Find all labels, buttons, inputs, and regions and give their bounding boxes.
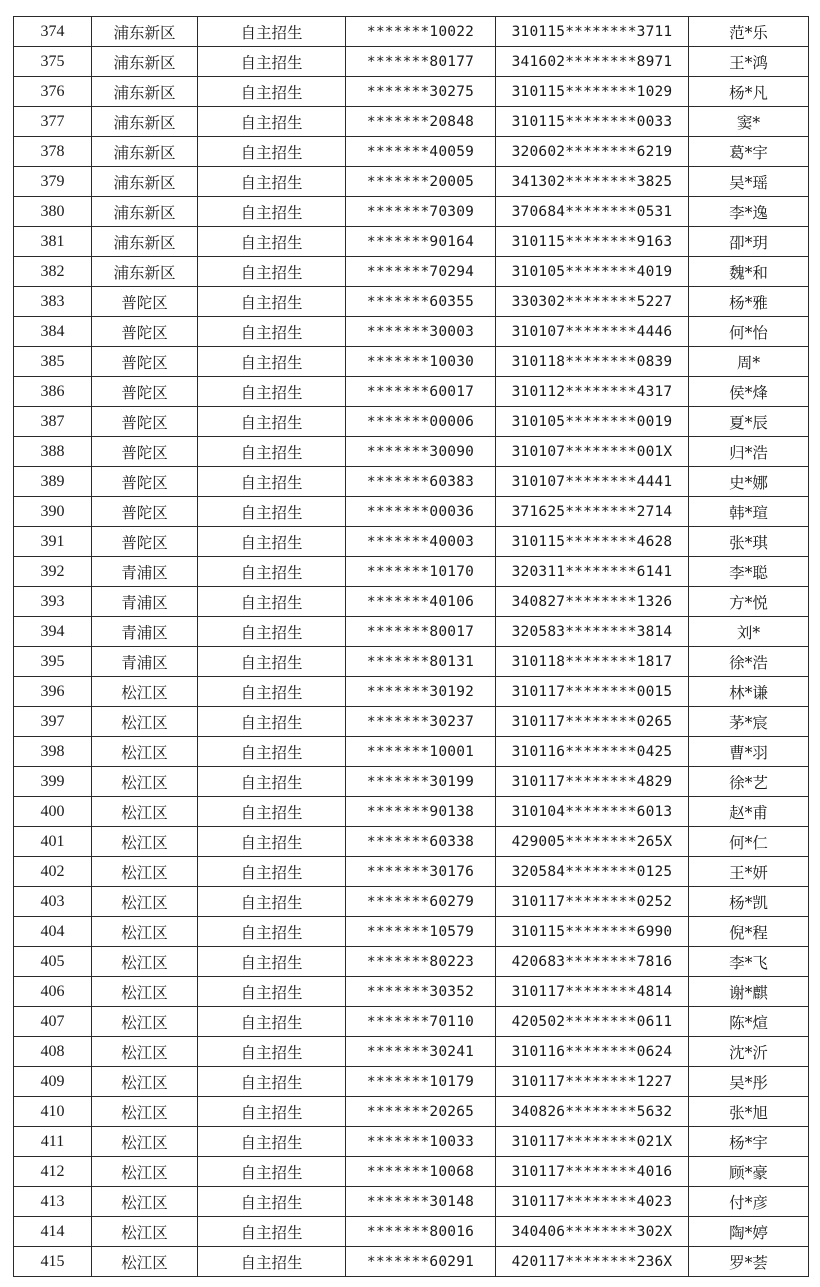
admission-type-cell: 自主招生	[198, 287, 346, 317]
table-row	[14, 707, 809, 737]
admission-type-cell: 自主招生	[198, 677, 346, 707]
district-cell: 浦东新区	[92, 257, 198, 287]
student-name-cell: 李*聪	[689, 557, 809, 587]
district-cell: 浦东新区	[92, 197, 198, 227]
admission-type-cell: 自主招生	[198, 227, 346, 257]
table-row	[14, 767, 809, 797]
exam-number-cell: *******00006	[346, 407, 496, 437]
id-number-cell: 340826********5632	[496, 1097, 689, 1127]
serial-number-cell: 403	[14, 887, 92, 917]
serial-number-cell: 401	[14, 827, 92, 857]
table-row	[14, 617, 809, 647]
serial-number-cell: 391	[14, 527, 92, 557]
admission-type-cell: 自主招生	[198, 407, 346, 437]
student-name-cell: 卲*玥	[689, 227, 809, 257]
admission-type-cell: 自主招生	[198, 347, 346, 377]
district-cell: 普陀区	[92, 407, 198, 437]
serial-number-cell: 409	[14, 1067, 92, 1097]
table-row	[14, 257, 809, 287]
admission-type-cell: 自主招生	[198, 977, 346, 1007]
student-name-cell: 归*浩	[689, 437, 809, 467]
table-row	[14, 797, 809, 827]
exam-number-cell: *******30275	[346, 77, 496, 107]
district-cell: 松江区	[92, 767, 198, 797]
admission-type-cell: 自主招生	[198, 197, 346, 227]
table-row	[14, 1247, 809, 1277]
id-number-cell: 310112********4317	[496, 377, 689, 407]
id-number-cell: 330302********5227	[496, 287, 689, 317]
serial-number-cell: 394	[14, 617, 92, 647]
student-name-cell: 吴*瑶	[689, 167, 809, 197]
district-cell: 松江区	[92, 677, 198, 707]
id-number-cell: 320584********0125	[496, 857, 689, 887]
table-row	[14, 737, 809, 767]
student-name-cell: 杨*凡	[689, 77, 809, 107]
serial-number-cell: 379	[14, 167, 92, 197]
student-name-cell: 谢*麒	[689, 977, 809, 1007]
id-number-cell: 310107********001X	[496, 437, 689, 467]
id-number-cell: 320583********3814	[496, 617, 689, 647]
admission-type-cell: 自主招生	[198, 437, 346, 467]
student-name-cell: 徐*浩	[689, 647, 809, 677]
id-number-cell: 429005********265X	[496, 827, 689, 857]
student-name-cell: 陈*煊	[689, 1007, 809, 1037]
student-name-cell: 夏*辰	[689, 407, 809, 437]
serial-number-cell: 412	[14, 1157, 92, 1187]
district-cell: 浦东新区	[92, 227, 198, 257]
table-row	[14, 1127, 809, 1157]
district-cell: 普陀区	[92, 347, 198, 377]
exam-number-cell: *******70110	[346, 1007, 496, 1037]
student-name-cell: 张*琪	[689, 527, 809, 557]
exam-number-cell: *******20265	[346, 1097, 496, 1127]
student-name-cell: 付*彦	[689, 1187, 809, 1217]
serial-number-cell: 390	[14, 497, 92, 527]
district-cell: 普陀区	[92, 467, 198, 497]
district-cell: 松江区	[92, 737, 198, 767]
student-name-cell: 赵*甫	[689, 797, 809, 827]
id-number-cell: 310117********4814	[496, 977, 689, 1007]
student-name-cell: 王*鸿	[689, 47, 809, 77]
table-row	[14, 437, 809, 467]
serial-number-cell: 375	[14, 47, 92, 77]
id-number-cell: 310107********4441	[496, 467, 689, 497]
table-row	[14, 467, 809, 497]
student-name-cell: 杨*凯	[689, 887, 809, 917]
id-number-cell: 310118********1817	[496, 647, 689, 677]
id-number-cell: 310116********0425	[496, 737, 689, 767]
student-name-cell: 顾*豪	[689, 1157, 809, 1187]
serial-number-cell: 374	[14, 17, 92, 47]
admission-list-table	[13, 16, 809, 1277]
exam-number-cell: *******20005	[346, 167, 496, 197]
serial-number-cell: 380	[14, 197, 92, 227]
table-row	[14, 107, 809, 137]
id-number-cell: 310117********0265	[496, 707, 689, 737]
exam-number-cell: *******20848	[346, 107, 496, 137]
table-row	[14, 1097, 809, 1127]
serial-number-cell: 414	[14, 1217, 92, 1247]
exam-number-cell: *******40059	[346, 137, 496, 167]
exam-number-cell: *******30237	[346, 707, 496, 737]
serial-number-cell: 415	[14, 1247, 92, 1277]
student-name-cell: 范*乐	[689, 17, 809, 47]
student-name-cell: 何*仁	[689, 827, 809, 857]
student-name-cell: 方*悦	[689, 587, 809, 617]
table-row	[14, 527, 809, 557]
id-number-cell: 371625********2714	[496, 497, 689, 527]
district-cell: 松江区	[92, 707, 198, 737]
district-cell: 普陀区	[92, 497, 198, 527]
student-name-cell: 韩*瑄	[689, 497, 809, 527]
exam-number-cell: *******10179	[346, 1067, 496, 1097]
serial-number-cell: 384	[14, 317, 92, 347]
student-name-cell: 陶*婷	[689, 1217, 809, 1247]
serial-number-cell: 408	[14, 1037, 92, 1067]
admission-type-cell: 自主招生	[198, 587, 346, 617]
student-name-cell: 葛*宇	[689, 137, 809, 167]
student-name-cell: 王*妍	[689, 857, 809, 887]
admission-type-cell: 自主招生	[198, 1097, 346, 1127]
exam-number-cell: *******30003	[346, 317, 496, 347]
district-cell: 普陀区	[92, 317, 198, 347]
table-row	[14, 227, 809, 257]
admission-type-cell: 自主招生	[198, 107, 346, 137]
district-cell: 松江区	[92, 917, 198, 947]
district-cell: 松江区	[92, 977, 198, 1007]
exam-number-cell: *******60338	[346, 827, 496, 857]
student-name-cell: 林*谦	[689, 677, 809, 707]
admission-type-cell: 自主招生	[198, 137, 346, 167]
table-row	[14, 857, 809, 887]
exam-number-cell: *******30192	[346, 677, 496, 707]
table-row	[14, 317, 809, 347]
table-row	[14, 377, 809, 407]
serial-number-cell: 411	[14, 1127, 92, 1157]
admission-type-cell: 自主招生	[198, 527, 346, 557]
student-name-cell: 李*逸	[689, 197, 809, 227]
student-name-cell: 杨*雅	[689, 287, 809, 317]
student-name-cell: 徐*艺	[689, 767, 809, 797]
serial-number-cell: 402	[14, 857, 92, 887]
serial-number-cell: 396	[14, 677, 92, 707]
table-row	[14, 887, 809, 917]
serial-number-cell: 407	[14, 1007, 92, 1037]
id-number-cell: 310115********6990	[496, 917, 689, 947]
district-cell: 浦东新区	[92, 137, 198, 167]
district-cell: 浦东新区	[92, 47, 198, 77]
district-cell: 青浦区	[92, 587, 198, 617]
id-number-cell: 420502********0611	[496, 1007, 689, 1037]
district-cell: 松江区	[92, 1037, 198, 1067]
id-number-cell: 310117********4016	[496, 1157, 689, 1187]
id-number-cell: 310105********4019	[496, 257, 689, 287]
id-number-cell: 310115********0033	[496, 107, 689, 137]
admission-type-cell: 自主招生	[198, 497, 346, 527]
table-row	[14, 557, 809, 587]
district-cell: 松江区	[92, 1007, 198, 1037]
id-number-cell: 310117********0015	[496, 677, 689, 707]
exam-number-cell: *******10170	[346, 557, 496, 587]
district-cell: 松江区	[92, 1127, 198, 1157]
table-row	[14, 167, 809, 197]
exam-number-cell: *******70294	[346, 257, 496, 287]
id-number-cell: 310115********9163	[496, 227, 689, 257]
exam-number-cell: *******30199	[346, 767, 496, 797]
admission-type-cell: 自主招生	[198, 647, 346, 677]
district-cell: 松江区	[92, 1157, 198, 1187]
id-number-cell: 310117********4829	[496, 767, 689, 797]
id-number-cell: 420117********236X	[496, 1247, 689, 1277]
admission-type-cell: 自主招生	[198, 77, 346, 107]
admission-type-cell: 自主招生	[198, 1127, 346, 1157]
table-row	[14, 17, 809, 47]
serial-number-cell: 377	[14, 107, 92, 137]
exam-number-cell: *******30241	[346, 1037, 496, 1067]
district-cell: 浦东新区	[92, 77, 198, 107]
exam-number-cell: *******70309	[346, 197, 496, 227]
id-number-cell: 310116********0624	[496, 1037, 689, 1067]
serial-number-cell: 397	[14, 707, 92, 737]
admission-list-table-container	[13, 16, 808, 1277]
exam-number-cell: *******10001	[346, 737, 496, 767]
district-cell: 普陀区	[92, 287, 198, 317]
id-number-cell: 310115********1029	[496, 77, 689, 107]
table-row	[14, 197, 809, 227]
serial-number-cell: 395	[14, 647, 92, 677]
admission-type-cell: 自主招生	[198, 887, 346, 917]
serial-number-cell: 393	[14, 587, 92, 617]
table-row	[14, 1157, 809, 1187]
serial-number-cell: 378	[14, 137, 92, 167]
student-name-cell: 刘*	[689, 617, 809, 647]
serial-number-cell: 392	[14, 557, 92, 587]
student-name-cell: 杨*宇	[689, 1127, 809, 1157]
admission-type-cell: 自主招生	[198, 857, 346, 887]
student-name-cell: 曹*羽	[689, 737, 809, 767]
id-number-cell: 420683********7816	[496, 947, 689, 977]
admission-type-cell: 自主招生	[198, 17, 346, 47]
admission-type-cell: 自主招生	[198, 707, 346, 737]
id-number-cell: 320602********6219	[496, 137, 689, 167]
serial-number-cell: 398	[14, 737, 92, 767]
student-name-cell: 吴*彤	[689, 1067, 809, 1097]
serial-number-cell: 399	[14, 767, 92, 797]
district-cell: 松江区	[92, 947, 198, 977]
id-number-cell: 340406********302X	[496, 1217, 689, 1247]
district-cell: 松江区	[92, 827, 198, 857]
exam-number-cell: *******30176	[346, 857, 496, 887]
district-cell: 普陀区	[92, 527, 198, 557]
exam-number-cell: *******60017	[346, 377, 496, 407]
id-number-cell: 340827********1326	[496, 587, 689, 617]
exam-number-cell: *******60291	[346, 1247, 496, 1277]
serial-number-cell: 388	[14, 437, 92, 467]
student-name-cell: 倪*程	[689, 917, 809, 947]
admission-type-cell: 自主招生	[198, 1157, 346, 1187]
table-row	[14, 647, 809, 677]
table-row	[14, 407, 809, 437]
serial-number-cell: 405	[14, 947, 92, 977]
admission-type-cell: 自主招生	[198, 1187, 346, 1217]
serial-number-cell: 389	[14, 467, 92, 497]
id-number-cell: 310104********6013	[496, 797, 689, 827]
district-cell: 浦东新区	[92, 107, 198, 137]
serial-number-cell: 406	[14, 977, 92, 1007]
student-name-cell: 何*怡	[689, 317, 809, 347]
student-name-cell: 李*飞	[689, 947, 809, 977]
district-cell: 青浦区	[92, 647, 198, 677]
exam-number-cell: *******60383	[346, 467, 496, 497]
district-cell: 普陀区	[92, 377, 198, 407]
admission-type-cell: 自主招生	[198, 167, 346, 197]
admission-type-cell: 自主招生	[198, 827, 346, 857]
admission-type-cell: 自主招生	[198, 1067, 346, 1097]
serial-number-cell: 400	[14, 797, 92, 827]
exam-number-cell: *******80016	[346, 1217, 496, 1247]
admission-type-cell: 自主招生	[198, 737, 346, 767]
serial-number-cell: 383	[14, 287, 92, 317]
id-number-cell: 310115********3711	[496, 17, 689, 47]
admission-type-cell: 自主招生	[198, 467, 346, 497]
serial-number-cell: 376	[14, 77, 92, 107]
admission-type-cell: 自主招生	[198, 797, 346, 827]
district-cell: 浦东新区	[92, 17, 198, 47]
table-row	[14, 917, 809, 947]
admission-type-cell: 自主招生	[198, 47, 346, 77]
id-number-cell: 370684********0531	[496, 197, 689, 227]
student-name-cell: 罗*荟	[689, 1247, 809, 1277]
table-row	[14, 347, 809, 377]
table-body	[14, 17, 809, 1277]
admission-type-cell: 自主招生	[198, 947, 346, 977]
admission-type-cell: 自主招生	[198, 317, 346, 347]
student-name-cell: 窦*	[689, 107, 809, 137]
exam-number-cell: *******30352	[346, 977, 496, 1007]
table-row	[14, 677, 809, 707]
admission-type-cell: 自主招生	[198, 377, 346, 407]
exam-number-cell: *******60279	[346, 887, 496, 917]
district-cell: 青浦区	[92, 617, 198, 647]
serial-number-cell: 381	[14, 227, 92, 257]
district-cell: 松江区	[92, 1247, 198, 1277]
exam-number-cell: *******90164	[346, 227, 496, 257]
serial-number-cell: 387	[14, 407, 92, 437]
id-number-cell: 341602********8971	[496, 47, 689, 77]
table-row	[14, 77, 809, 107]
table-row	[14, 1067, 809, 1097]
id-number-cell: 310118********0839	[496, 347, 689, 377]
student-name-cell: 侯*烽	[689, 377, 809, 407]
exam-number-cell: *******00036	[346, 497, 496, 527]
id-number-cell: 310117********0252	[496, 887, 689, 917]
student-name-cell: 张*旭	[689, 1097, 809, 1127]
district-cell: 松江区	[92, 1097, 198, 1127]
admission-type-cell: 自主招生	[198, 1007, 346, 1037]
admission-type-cell: 自主招生	[198, 917, 346, 947]
serial-number-cell: 385	[14, 347, 92, 377]
exam-number-cell: *******10030	[346, 347, 496, 377]
student-name-cell: 周*	[689, 347, 809, 377]
exam-number-cell: *******10022	[346, 17, 496, 47]
serial-number-cell: 382	[14, 257, 92, 287]
district-cell: 松江区	[92, 797, 198, 827]
admission-type-cell: 自主招生	[198, 1037, 346, 1067]
district-cell: 青浦区	[92, 557, 198, 587]
serial-number-cell: 404	[14, 917, 92, 947]
table-row	[14, 827, 809, 857]
table-row	[14, 1217, 809, 1247]
table-row	[14, 287, 809, 317]
serial-number-cell: 410	[14, 1097, 92, 1127]
id-number-cell: 310117********4023	[496, 1187, 689, 1217]
admission-type-cell: 自主招生	[198, 767, 346, 797]
id-number-cell: 310117********021X	[496, 1127, 689, 1157]
student-name-cell: 沈*沂	[689, 1037, 809, 1067]
exam-number-cell: *******80017	[346, 617, 496, 647]
exam-number-cell: *******10068	[346, 1157, 496, 1187]
district-cell: 松江区	[92, 887, 198, 917]
serial-number-cell: 386	[14, 377, 92, 407]
table-row	[14, 1037, 809, 1067]
table-row	[14, 497, 809, 527]
serial-number-cell: 413	[14, 1187, 92, 1217]
admission-type-cell: 自主招生	[198, 257, 346, 287]
table-row	[14, 47, 809, 77]
district-cell: 松江区	[92, 857, 198, 887]
id-number-cell: 341302********3825	[496, 167, 689, 197]
id-number-cell: 310105********0019	[496, 407, 689, 437]
district-cell: 松江区	[92, 1067, 198, 1097]
admission-type-cell: 自主招生	[198, 1217, 346, 1247]
exam-number-cell: *******40003	[346, 527, 496, 557]
table-row	[14, 977, 809, 1007]
exam-number-cell: *******80223	[346, 947, 496, 977]
exam-number-cell: *******90138	[346, 797, 496, 827]
exam-number-cell: *******10033	[346, 1127, 496, 1157]
exam-number-cell: *******40106	[346, 587, 496, 617]
district-cell: 浦东新区	[92, 167, 198, 197]
id-number-cell: 310115********4628	[496, 527, 689, 557]
exam-number-cell: *******30148	[346, 1187, 496, 1217]
table-row	[14, 1007, 809, 1037]
id-number-cell: 310117********1227	[496, 1067, 689, 1097]
table-row	[14, 137, 809, 167]
exam-number-cell: *******80177	[346, 47, 496, 77]
exam-number-cell: *******30090	[346, 437, 496, 467]
district-cell: 普陀区	[92, 437, 198, 467]
table-row	[14, 947, 809, 977]
id-number-cell: 310107********4446	[496, 317, 689, 347]
admission-type-cell: 自主招生	[198, 557, 346, 587]
district-cell: 松江区	[92, 1187, 198, 1217]
exam-number-cell: *******10579	[346, 917, 496, 947]
exam-number-cell: *******80131	[346, 647, 496, 677]
id-number-cell: 320311********6141	[496, 557, 689, 587]
table-row	[14, 587, 809, 617]
admission-type-cell: 自主招生	[198, 1247, 346, 1277]
district-cell: 松江区	[92, 1217, 198, 1247]
student-name-cell: 魏*和	[689, 257, 809, 287]
exam-number-cell: *******60355	[346, 287, 496, 317]
student-name-cell: 史*娜	[689, 467, 809, 497]
table-row	[14, 1187, 809, 1217]
student-name-cell: 茅*宸	[689, 707, 809, 737]
admission-type-cell: 自主招生	[198, 617, 346, 647]
